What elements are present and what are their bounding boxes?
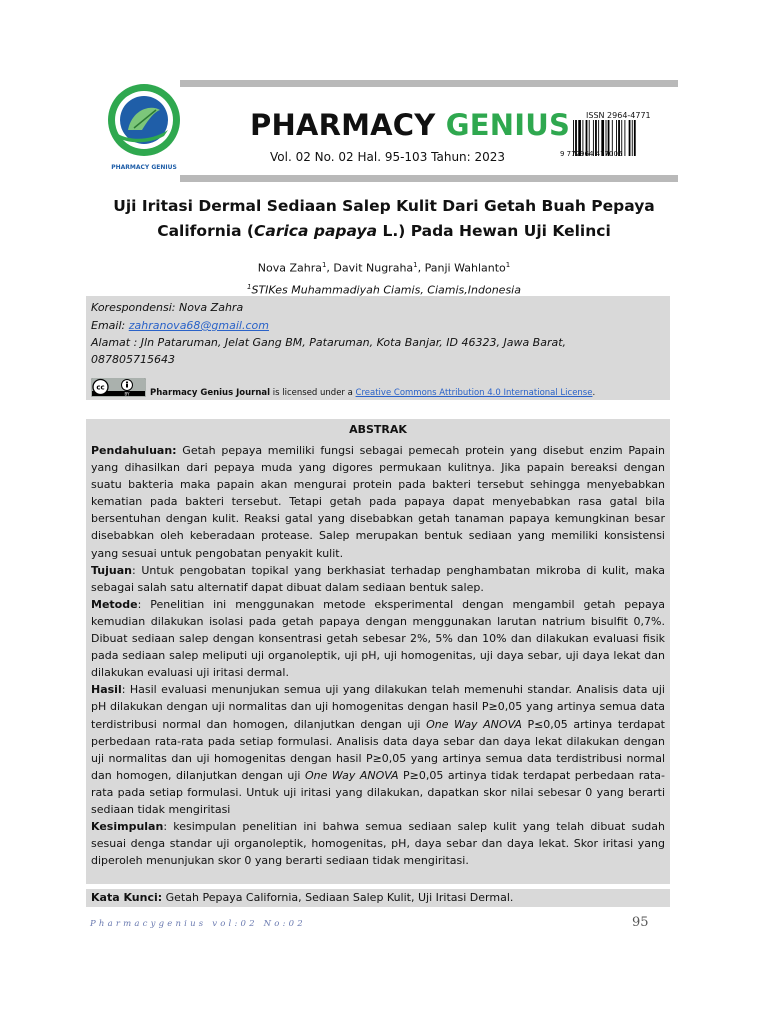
abstract-intro: Pendahuluan: Getah pepaya memiliki fungsi sebagai pemecah protein yang disebut enzim Papain yang dihasilkan dari pepaya muda yang digores permukaan kulitnya. Jika papain bereaksi dengan suatu bakteria maka papain akan mengurai protein pada bakteri tersebut sehingga menyebabkan kematian pada bakteri tersebut. Tetapi getah pada papaya dapat menyebabkan rasa gatal bila bersentuhan dengan kulit. Reaksi gatal yang disebabkan getah tanaman papaya kemungkinan besar disebabkan oleh keberadaan protease. Salep merupakan bentuk sediaan yang memiliki konsistensi yang sesuai untuk pengobatan penyakit kulit. bbox=[91, 444, 665, 560]
abstract-aim: Tujuan: Untuk pengobatan topikal yang berkhasiat terhadap penghambatan mikroba di kulit, maka sebagai salah satu alternatif dapat dibuat dalam sediaan bentuk salep. bbox=[91, 563, 665, 594]
journal-logo bbox=[98, 80, 194, 176]
issn-label: ISSN 2964-4771 bbox=[586, 111, 651, 120]
cc-by-badge[interactable] bbox=[91, 378, 146, 397]
article-title: Uji Iritasi Dermal Sediaan Salep Kulit Dari Getah Buah Pepaya California (Carica papaya L.) Pada Hewan Uji Kelinci bbox=[113, 197, 655, 240]
barcode-numbers: 9 772964 477006 bbox=[560, 150, 623, 158]
corr-name: Korespondensi: Nova Zahra bbox=[91, 301, 244, 314]
corr-email: Email: zahranova68@gmail.com bbox=[91, 319, 269, 332]
corr-address: Alamat : Jln Pataruman, Jelat Gang BM, Pataruman, Kota Banjar, ID 46323, Jawa Barat, bbox=[91, 336, 567, 349]
header-bar-top bbox=[180, 80, 678, 87]
keywords: Kata Kunci: Getah Pepaya California, Sediaan Salep Kulit, Uji Iritasi Dermal. bbox=[91, 891, 514, 904]
corr-phone: 087805715643 bbox=[91, 353, 175, 366]
header-bar-bottom bbox=[180, 175, 678, 182]
page-number: 95 bbox=[632, 915, 649, 930]
license-line: Pharmacy Genius Journal is licensed under a Creative Commons Attribution 4.0 International License. bbox=[150, 388, 596, 398]
svg-text:BY: BY bbox=[124, 391, 130, 397]
svg-text:cc: cc bbox=[96, 383, 105, 392]
abstract-body bbox=[91, 442, 665, 869]
authors-block: Nova Zahra$^1$, Davit Nugraha$^1$, Panji Wahlanto$^1$ $^1$STIKes Muhammadiyah Ciamis, Ciamis,Indonesia bbox=[247, 261, 521, 297]
abstract-conclusion: Kesimpulan: kesimpulan penelitian ini bahwa semua sediaan salep kulit yang telah dibuat sudah sesuai denga standar uji organoleptik, homogenitas, pH, daya sebar dan daya lekat. Skor iritasi yang diperoleh menunjukan skor 0 yang berarti sediaan tidak mengiritasi. bbox=[91, 820, 665, 868]
abstract-heading: ABSTRAK bbox=[349, 423, 407, 436]
email-link[interactable]: zahranova68@gmail.com bbox=[128, 319, 269, 332]
abstract-results: Hasil: Hasil evaluasi menunjukan semua uji yang dilakukan telah memenuhi standar. Analisis data uji pH dilakukan dengan uji normalitas dan uji homogenitas dengan hasil P≥0,05 yang artinya semua data terdistribusi normal dan homogen, dilanjutkan dengan uji One Way ANOVA P≤0,05 artinya terdapat perbedaan rata-rata pada setiap formulasi. Analisis data daya sebar dan daya lekat dilakukan dengan uji normalitas dan uji homogenitas dengan hasil P≥0,05 yang artinya semua data terdistribusi normal dan homogen, dilanjutkan dengan uji One Way ANOVA P≥0,05 artinya tidak terdapat perbedaan rata-rata pada setiap formulasi. Untuk uji iritasi yang dilakukan, dapatkan skor nilai sebesar 0 yang berarti sediaan tidak mengiritasi bbox=[91, 683, 665, 816]
affiliation: STIKes Muhammadiyah Ciamis, Ciamis,Indonesia bbox=[251, 283, 521, 297]
abstract-method: Metode: Penelitian ini menggunakan metode eksperimental dengan mengambil getah pepaya kemudian dilakukan isolasi pada getah papaya dengan menggunakan larutan natrium bisulfit 0,7%. Dibuat sediaan salep dengan konsentrasi getah sebesar 2%, 5% dan 10% dan dilakukan evaluasi fisik pada sediaan salep meliputi uji organoleptik, uji pH, uji homogenitas, uji daya sebar, uji daya lekat dan dilakukan evaluasi uji iritasi dermal. bbox=[91, 597, 665, 680]
journal-title: PHARMACY GENIUS bbox=[250, 108, 571, 142]
volume-line: Vol. 02 No. 02 Hal. 95-103 Tahun: 2023 bbox=[270, 150, 506, 164]
logo-text: PHARMACY GENIUS bbox=[111, 164, 177, 171]
cc-license-link[interactable]: Creative Commons Attribution 4.0 International License bbox=[355, 388, 593, 398]
running-footer: Pharmacygenius vol:02 No:02 bbox=[90, 919, 306, 929]
